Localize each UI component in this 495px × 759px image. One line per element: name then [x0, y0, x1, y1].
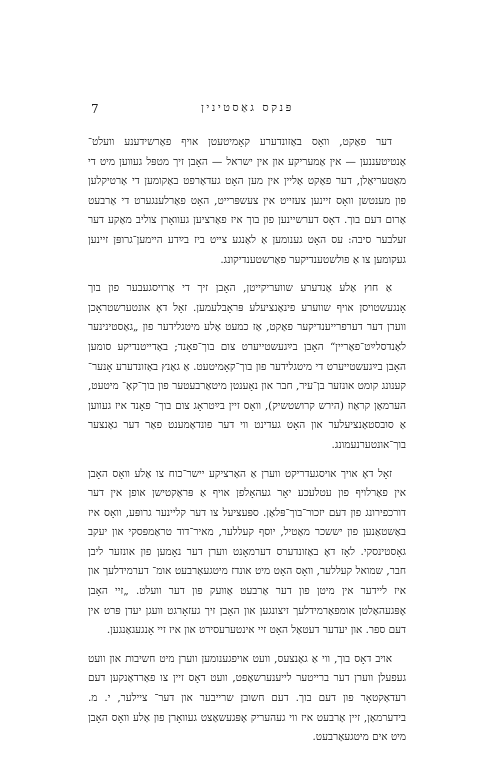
body-text	[88, 133, 406, 748]
paragraph: זאָל דאָ אויך אויסגעדריקט ווערן אַ האַרציקע יישר־כוח צו אַלע וואָס האָבן אין פאַרלויף פון עטלעכע יאָר געהאָלפן אויף אַ פּראַקטישן אופן אין דער דורכפירונג פון דעם יזכור־בוך־פּלאַן. ספּעציעל צו דער קליינער גרופּע, וואָס איז באַשטאַנען פון יששכר מאַטיל, יוסף קעללער, מאיר־דוד טראַמפּסקי און יעקב גאָסטינסקי. לאָז דאָ באַזונדערס דערמאָנט ווערן דער נאָמען פון אונזער ליבן חבר, שמואל קעללער, וואָס האָט מיט אונדז מיטגעאַרבעט אומ־ דערמידלעך און איז ליידער אין מיטן פון דער אַרבעט אַוועק פון דער וועלט. „זיי האָבן אָפּגעהאַלטן אומפאַרמידלעך זיצונגען און האָבן זיך געזאָרגט וועגן יעדן פּרט אין דעם ספר. און יעדער דעטאַל האָט זיי אינטערעסירט און איז זיי אָנגעגאַנגען.	[88, 467, 406, 637]
paragraph: אַ חוץ אַלע אַנדערע שוועריקייטן, האָבן זיך די אַרויסגעבער פון בוך אָנגעשטויסן אויף שווערע פינאַנציעלע פּראָבלעמען. זאָל דאָ אונטערשטראָכן ווערן דער דערפרייענדיקער פאַקט, אַז כמעט אַלע מיטגלידער פון „גאַסטינינער לאַנדסלײַט־פאַריין“ האָבן בײַגעשטייערט צום בוך־פאָנד; באַדייטנדיקע סומען האָבן בײַגעשטייערט די מיטגלידער פון בוך־קאָמיטעט. אַ גאַנץ באַזונדערע אָנער־ קענונג קומט אונזער בן־עיר, חבר און נאָענטן מיטאַרבעטער פון בוך־קאָ־ מיטעט, הערמאַן קראַוז (הירש קרושטשיק), וואָס זיין בײַטראָג צום בוך־ פאָנד איז געווען אַ סובסטאַנציעלער און האָט געדינט ווי דער פונדאַמענט פאַר דער גאַנצער בוך־אונטערנעמונג.	[88, 282, 406, 451]
paragraph: אויב דאָס בוך, ווי אַ גאַנצעס, וועט אויפגענומען ווערן מיט חשיבות און וועט געפעלן ווערן דער ברייטער לייענערשאַפט, וועט דאָס זיין צו פאַרדאַנקען דעם רעדאַקטאָר פון דעם בוך. דעם חשובן שרייבער און דער־ ציילער, י. מ. בידערמאַן, זיין אַרבעט איז ווי געהעריק אָפּגעשאַצט געוואָרן פון אַלע וואָס האָבן מיט אים מיטגעאַרבעט.	[88, 652, 406, 744]
page-number: 7	[91, 102, 99, 116]
paragraph: דער פאַקט, וואָס באַזונדערע קאָמיטעטן אויף פאַרשידענע וועלט־ אַנטיטעננען — אין אַמעריקע און אין ישראל — האָבן זיך מטפּל געווען מיט די מאַטעריאַלן, דער פאַקט אַליין אין מען האָט געדאַרפט באַקומען די אַרטיקלען פון מענטשן וואָס זיינען צעזייט אין צעשפּרייט, האָט פאַרלענגערט די אַרבעט אַרום דעם בוך. דאָס דערשיינען פון בוך איז פאַרציען געוואָרן צוליב מאַקע דער זעלבער סיבה: עס האָט גענומען אַ לאַנגע צייט ביז בײַדע היימען־גרופּן זיינען געקומען צו אַ פולשטענדיקער פאַרשטענדיקונג.	[88, 136, 406, 266]
running-head-title: פּנקס גאַסטינין	[201, 101, 294, 114]
